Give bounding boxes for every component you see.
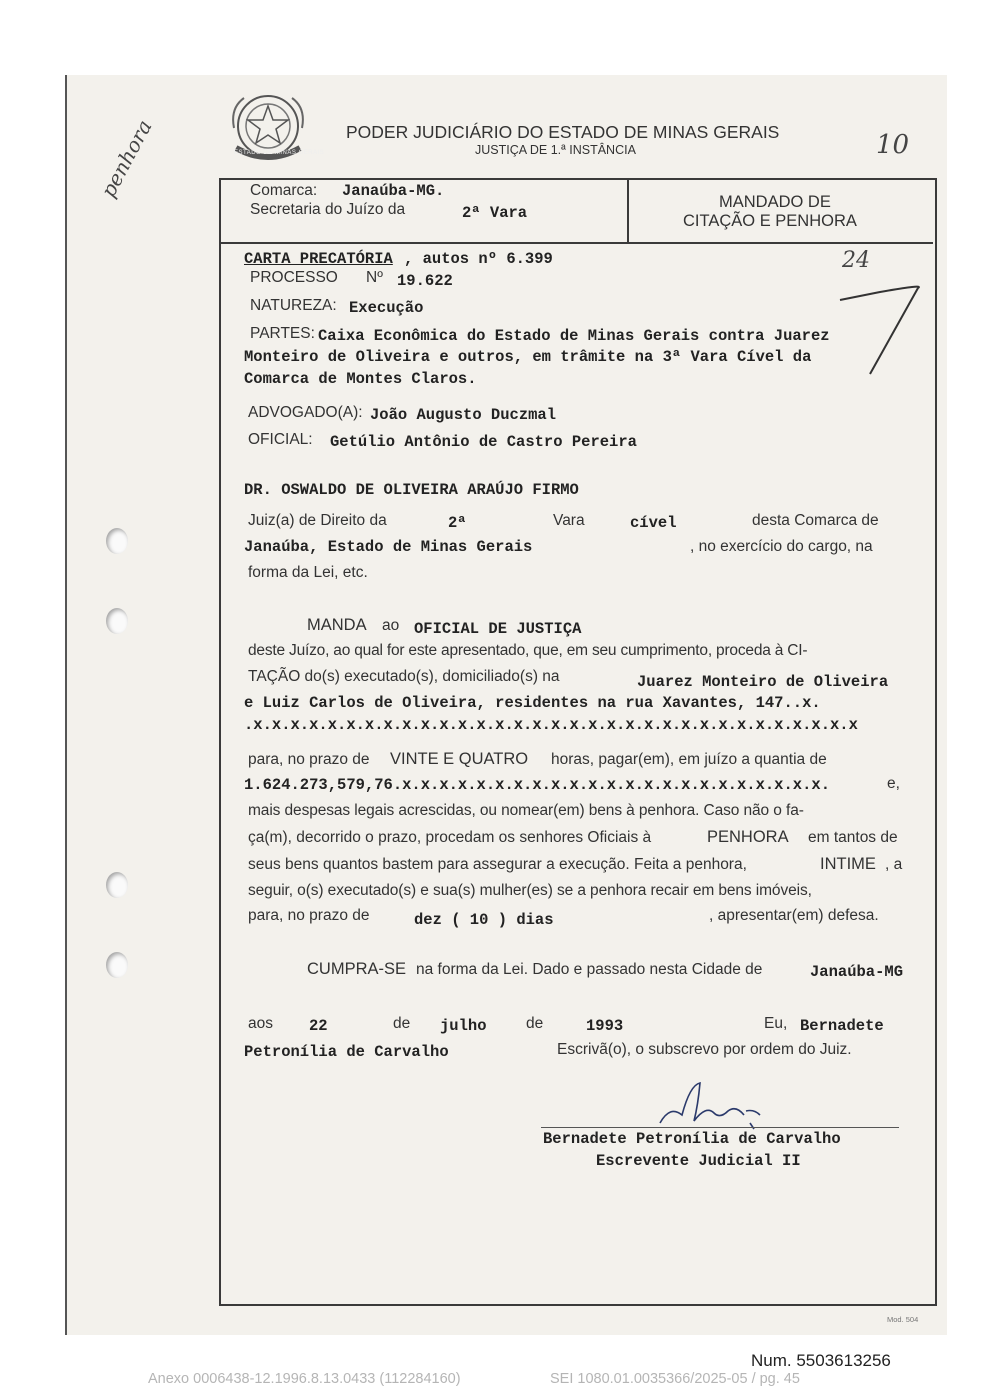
manda-label: MANDA: [307, 616, 367, 634]
advogado-label: ADVOGADO(A):: [248, 404, 363, 421]
prazo-bold: VINTE E QUATRO: [390, 750, 529, 768]
amount: 1.624.273,579,76.x.x.x.x.x.x.x.x.x.x.x.x.x.x.x.x.x.x.x.x.x.x.x.: [244, 776, 830, 794]
punch-hole: [106, 608, 128, 634]
intime-bold: INTIME: [820, 855, 876, 873]
penhora-bold: PENHORA: [707, 828, 789, 846]
doc-type-line1: MANDADO DE: [719, 193, 831, 211]
comarca-text: desta Comarca de: [752, 512, 879, 529]
order-decor-a: ça(m), decorrido o prazo, procedam os senhores Oficiais à: [248, 829, 652, 846]
parties-line3: .x.x.x.x.x.x.x.x.x.x.x.x.x.x.x.x.x.x.x.x.x.x.x.x.x.x.x.x.x.x.x.x.x: [244, 716, 858, 734]
city-value: Janaúba-MG: [810, 963, 904, 981]
cumpra-text: na forma da Lei. Dado e passado nesta Cidade de: [416, 961, 763, 978]
order-defesa: , apresentar(em) defesa.: [709, 907, 879, 924]
secretaria-label: Secretaria do Juízo da: [250, 201, 406, 218]
date-month: julho: [440, 1017, 487, 1035]
secretaria-value: 2ª Vara: [462, 204, 528, 222]
advogado-value: João Augusto Duczmal: [370, 406, 557, 424]
partes-line2: Monteiro de Oliveira e outros, em trâmite na 3ª Vara Cível da: [244, 348, 812, 366]
prazo-text: para, no prazo de: [248, 751, 370, 768]
natureza-label: NATUREZA:: [250, 297, 337, 314]
partes-line1: Caixa Econômica do Estado de Minas Gerais contra Juarez: [318, 327, 830, 345]
processo-label: PROCESSO: [250, 269, 338, 286]
prazo-rest: horas, pagar(em), em juízo a quantia de: [551, 751, 827, 768]
eu-label: Eu,: [764, 1015, 788, 1032]
form-model: Mod. 504: [887, 1315, 919, 1324]
page-number-note: 10: [876, 130, 910, 160]
vara-type: cível: [630, 514, 677, 532]
processo-no-label: Nº: [366, 269, 383, 286]
signer-role: Escrevente Judicial II: [596, 1152, 801, 1170]
judge-name: DR. OSWALDO DE OLIVEIRA ARAÚJO FIRMO: [244, 481, 579, 499]
oficial-label: OFICIAL:: [248, 431, 313, 448]
punch-hole: [106, 528, 128, 554]
order-line2: TAÇÃO do(s) executado(s), domiciliado(s) na: [248, 668, 560, 685]
order-desp: mais despesas legais acrescidas, ou nomear(em) bens à penhora. Caso não o fa-: [248, 802, 804, 819]
punch-hole: [106, 872, 128, 898]
sei-reference: SEI 1080.01.0035366/2025-05 / pg. 45: [550, 1371, 800, 1387]
order-seguir: seguir, o(s) executado(s) e sua(s) mulher(es) se a penhora recair em bens imóveis,: [248, 882, 812, 899]
date-day: 22: [309, 1017, 328, 1035]
punch-hole: [106, 952, 128, 978]
doc-type-line2: CITAÇÃO E PENHORA: [683, 212, 857, 230]
date-year: 1993: [586, 1017, 624, 1035]
clerk-rest: Petronília de Carvalho: [244, 1043, 449, 1061]
order-seus-a: seus bens quantos bastem para assegurar a execução. Feita a penhora,: [248, 856, 747, 873]
natureza-value: Execução: [349, 299, 424, 317]
manda-text: ao: [382, 617, 400, 634]
oficial-value: Getúlio Antônio de Castro Pereira: [330, 433, 637, 451]
header-divider: [627, 178, 629, 242]
oficial-justica: OFICIAL DE JUSTIÇA: [414, 620, 582, 638]
signature-icon: [650, 1075, 770, 1135]
court-title: PODER JUDICIÁRIO DO ESTADO DE MINAS GERAIS: [346, 122, 780, 142]
date-de2: de: [526, 1015, 544, 1032]
partes-label: PARTES:: [250, 325, 315, 342]
processo-value: 19.622: [397, 272, 453, 290]
court-subtitle: JUSTIÇA DE 1.ª INSTÂNCIA: [475, 143, 636, 157]
clerk-first: Bernadete: [800, 1017, 884, 1035]
juiz-label: Juiz(a) de Direito da: [248, 512, 387, 529]
defesa-value: dez ( 10 ) dias: [414, 911, 554, 929]
order-line1: deste Juízo, ao qual for este apresentado, que, em seu cumprimento, proceda à CI-: [248, 642, 808, 659]
parties-line1: Juarez Monteiro de Oliveira: [637, 673, 889, 691]
parties-line2: e Luiz Carlos de Oliveira, residentes na rua Xavantes, 147..x.: [244, 694, 821, 712]
seal-text: ESTADO DE MINAS GERAIS: [234, 150, 325, 156]
handwritten-stroke-icon: [830, 278, 930, 378]
order-para: para, no prazo de: [248, 907, 370, 924]
date-aos: aos: [248, 1015, 273, 1032]
signature-line: [541, 1127, 899, 1128]
vara-number: 2ª: [448, 514, 467, 532]
partes-line3: Comarca de Montes Claros.: [244, 370, 477, 388]
annex-reference: Anexo 0006438-12.1996.8.13.0433 (112284160): [148, 1371, 461, 1387]
carta-title: CARTA PRECATÓRIA: [244, 250, 393, 268]
order-seus-b: , a: [885, 856, 903, 873]
exercise-text: , no exercício do cargo, na: [690, 538, 873, 555]
order-decor-b: em tantos de: [808, 829, 898, 846]
coat-of-arms-icon: [222, 88, 314, 170]
cumpra-bold: CUMPRA-SE: [307, 960, 407, 978]
escriva-text: Escrivã(o), o subscrevo por ordem do Juiz.: [557, 1041, 852, 1058]
vara-label: Vara: [553, 512, 585, 529]
state-seal: [222, 88, 325, 170]
comarca-label: Comarca:: [250, 182, 318, 199]
margin-note: penhora: [96, 115, 157, 202]
side-note: 24: [842, 248, 870, 273]
comarca-value: Janaúba-MG.: [342, 182, 445, 200]
judge-location: Janaúba, Estado de Minas Gerais: [244, 538, 533, 556]
amount-tail: e,: [887, 775, 900, 792]
forma-text: forma da Lei, etc.: [248, 564, 368, 581]
autos-number: , autos nº 6.399: [404, 250, 553, 268]
signer-name: Bernadete Petronília de Carvalho: [543, 1130, 841, 1148]
date-de1: de: [393, 1015, 411, 1032]
document-number: Num. 5503613256: [751, 1351, 891, 1370]
